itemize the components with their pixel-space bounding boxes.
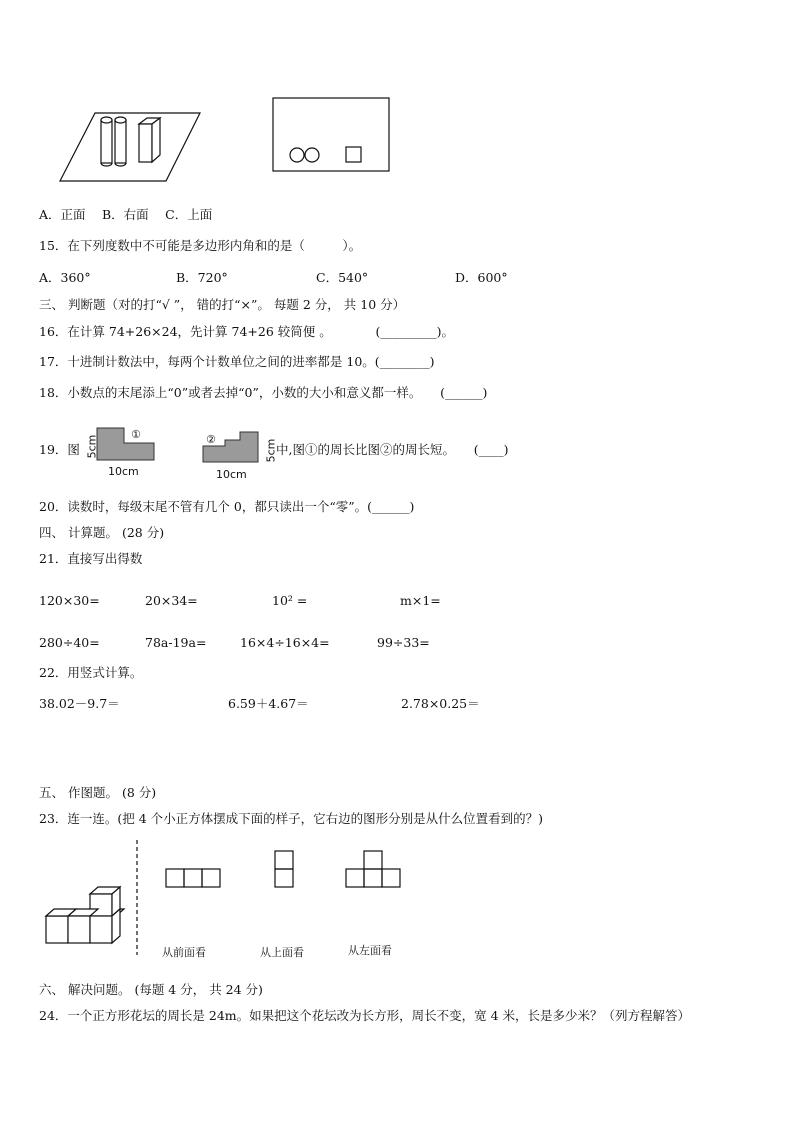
q14-options: A．正面 B．右面 C．上面 [39,207,213,222]
q21-item: m×1= [400,593,441,608]
q23-label-top: 从上面看 [260,946,304,959]
q24-text: 24．一个正方形花坛的周长是 24m。如果把这个花坛改为长方形，周长不变，宽 4 米，长是多少米？（列方程解答） [39,1008,691,1023]
q22-item: 2.78×0.25＝ [401,696,480,711]
q15-text: 15．在下列度数中不可能是多边形内角和的是（ ）。 [39,238,362,253]
q21-item: 120×30= [39,593,100,608]
q19-fig2-number: ② [206,433,216,446]
q21-item: 10² = [272,593,308,608]
q19-fig2-width-label: 10cm [216,468,247,481]
q21-item: 99÷33= [377,635,430,650]
q23-label-front: 从前面看 [162,946,206,959]
section3-heading: 三、 判断题（对的打“√ ”， 错的打“×”。 每题 2 分， 共 10 分） [39,297,406,312]
q18-text: 18．小数点的末尾添上“0”或者去掉“0”，小数的大小和意义都一样。 (______) [39,385,488,400]
q22-item: 38.02－9.7＝ [39,696,120,711]
q19-fig1-number: ① [131,428,141,441]
q19-suffix: 中,图①的周长比图②的周长短。 (____) [276,442,509,457]
q21-item: 16×4÷16×4= [240,635,330,650]
section6-heading: 六、 解决问题。 (每题 4 分， 共 24 分) [39,982,263,997]
q19-fig1-height-label: 5cm [85,434,99,459]
q15-option-c: C．540° [316,270,369,285]
q20-text: 20．读数时，每级末尾不管有几个 0，都只读出一个“零”。(______) [39,499,415,514]
q15-option-d: D．600° [455,270,508,285]
q19-prefix: 19．图 [39,442,80,457]
q23-label-left: 从左面看 [348,944,392,957]
q22-item: 6.59＋4.67＝ [228,696,309,711]
section4-heading: 四、 计算题。 (28 分) [39,525,165,540]
q16-text: 16．在计算 74+26×24，先计算 74+26 较简便 。 (_________)。 [39,324,455,339]
q17-text: 17．十进制计数法中，每两个计数单位之间的进率都是 10。(________) [39,354,435,369]
q23-text: 23．连一连。(把 4 个小正方体摆成下面的样子，它右边的图形分别是从什么位置看到的？) [39,811,544,826]
q21-item: 280÷40= [39,635,100,650]
section5-heading: 五、 作图题。 (8 分) [39,785,157,800]
q22-title: 22．用竖式计算。 [39,665,143,680]
q19-fig2-height-label: 5cm [264,438,278,463]
q21-item: 78a-19a= [145,635,207,650]
q15-option-a: A．360° [39,270,91,285]
q21-item: 20×34= [145,593,198,608]
q15-option-b: B．720° [176,270,228,285]
q21-title: 21．直接写出得数 [39,551,143,566]
q19-fig1-width-label: 10cm [108,465,139,478]
